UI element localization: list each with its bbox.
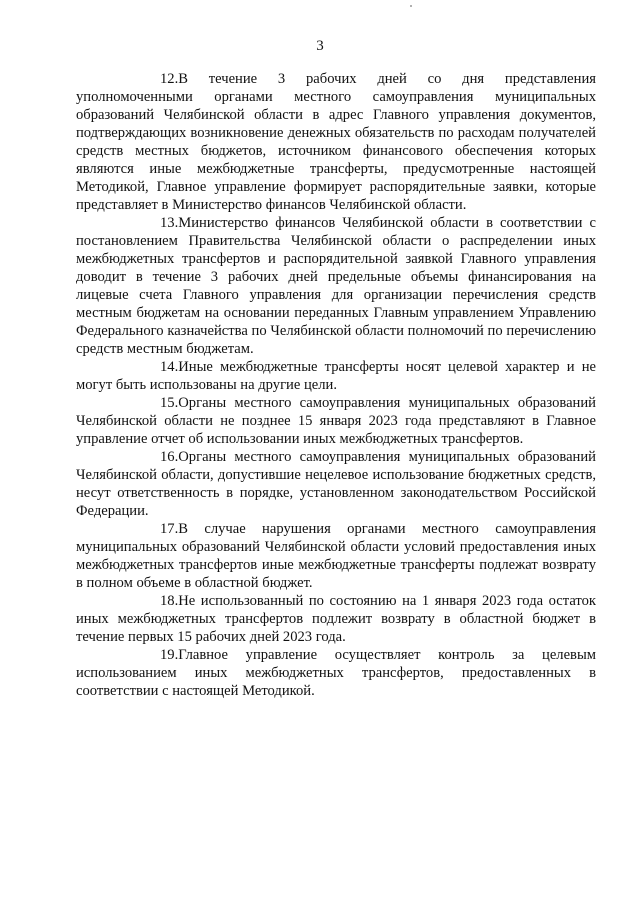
paragraph-text: В случае нарушения органами местного самоуправления муниципальных образований Челябинской области условий предоставления иных межбюджетных трансфертов иные межбюджетные трансферты подлежат возврату в полном объеме в областной бюджет. <box>76 521 596 591</box>
paragraph-text: Органы местного самоуправления муниципальных образований Челябинской области не позднее 15 января 2023 года представляют в Главное управление отчет об использовании иных межбюджетных трансфертов. <box>76 395 596 447</box>
paragraph-14 <box>76 358 596 394</box>
paragraph-text: В течение 3 рабочих дней со дня представления уполномоченными органами местного самоуправления муниципальных образований Челябинской области в адрес Главного управления документов, подтверждающих возникновение денежных обязательств по расходам получателей средств местных бюджетов, источником финансового обеспечения которых являются иные межбюджетные трансферты, предусмотренные настоящей Методикой, Главное управление формирует распорядительные заявки, которые представляет в Министерство финансов Челябинской области. <box>76 71 596 213</box>
scan-speck <box>410 5 412 7</box>
paragraph-text: Иные межбюджетные трансферты носят целевой характер и не могут быть использованы на другие цели. <box>76 359 596 393</box>
paragraph-number: 19. <box>160 647 179 663</box>
paragraph-number: 17. <box>160 521 179 537</box>
paragraph-text: Органы местного самоуправления муниципальных образований Челябинской области, допустившие нецелевое использование бюджетных средств, несут ответственность в порядке, установленном законодательством Российской Федерации. <box>76 449 596 519</box>
paragraph-number: 14. <box>160 359 179 375</box>
paragraph-number: 18. <box>160 593 179 609</box>
paragraph-text: Главное управление осуществляет контроль за целевым использованием иных межбюджетных трансфертов, предоставленных в соответствии с настоящей Методикой. <box>76 647 596 699</box>
paragraph-12 <box>76 70 596 214</box>
page-number: 3 <box>316 38 324 54</box>
paragraph-19 <box>76 646 596 700</box>
paragraph-16 <box>76 448 596 520</box>
paragraph-17 <box>76 520 596 592</box>
paragraph-text: Министерство финансов Челябинской области в соответствии с постановлением Правительства Челябинской области о распределении иных межбюджетных трансфертов и распорядительной заявкой Главного управления доводит в течение 3 рабочих дней предельные объемы финансирования на лицевые счета Главного управления для организации перечисления средств местным бюджетам на основании переданных Главным управлением Управлению Федерального казначейства по Челябинской области полномочий по перечислению средств местным бюджетам. <box>76 215 596 357</box>
paragraph-18 <box>76 592 596 646</box>
paragraph-number: 15. <box>160 395 179 411</box>
paragraph-number: 12. <box>160 71 179 87</box>
paragraph-13 <box>76 214 596 358</box>
document-body <box>76 70 596 700</box>
paragraph-number: 13. <box>160 215 179 231</box>
paragraph-15 <box>76 394 596 448</box>
paragraph-text: Не использованный по состоянию на 1 января 2023 года остаток иных межбюджетных трансфертов подлежит возврату в областной бюджет в течение первых 15 рабочих дней 2023 года. <box>76 593 596 645</box>
paragraph-number: 16. <box>160 449 179 465</box>
